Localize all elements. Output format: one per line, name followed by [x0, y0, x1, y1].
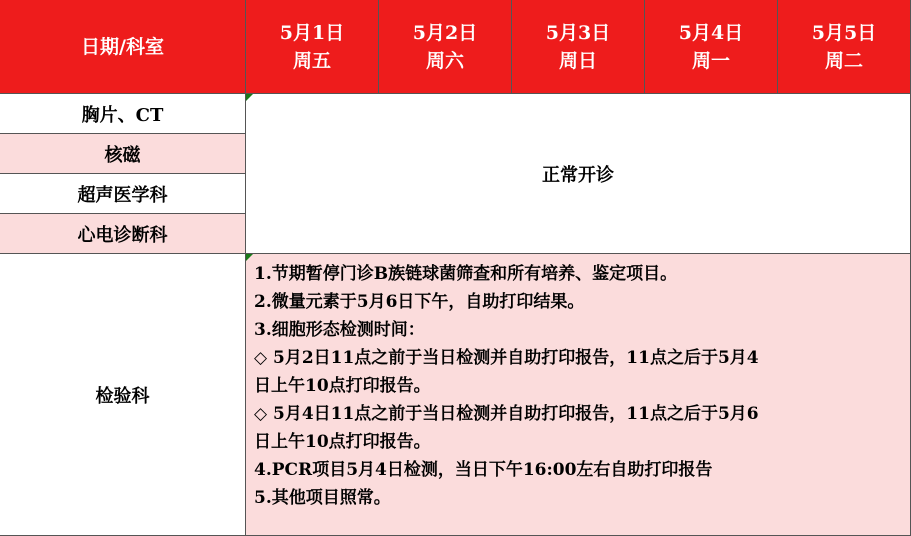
merged-status-cell [246, 94, 911, 254]
day-date: 5月4日 [678, 21, 744, 44]
dept-label: 核磁 [104, 144, 141, 166]
lab-note-line: ◇ 5月4日11点之前于当日检测并自助打印报告，11点之后于5月6 [254, 404, 759, 424]
day-weekday: 周六 [425, 49, 464, 72]
day-date: 5月2日 [412, 21, 478, 44]
dept-chest-ct [0, 94, 246, 134]
comment-marker-icon [246, 254, 253, 261]
dept-label: 检验科 [95, 385, 150, 407]
lab-note-line: 日上午10点打印报告。 [254, 432, 431, 452]
day-weekday: 周二 [824, 49, 863, 72]
lab-note-line: 2.微量元素于5月6日下午，自助打印结果。 [254, 292, 585, 312]
header-day-4 [645, 0, 778, 94]
day-weekday: 周五 [292, 49, 331, 72]
lab-notes-cell [246, 254, 911, 536]
header-day-1 [246, 0, 379, 94]
dept-label: 心电诊断科 [77, 224, 168, 246]
lab-note-line: 5.其他项目照常。 [254, 488, 391, 508]
status-text: 正常开诊 [542, 164, 614, 186]
header-corner [0, 0, 246, 94]
lab-note-line: 1.节期暂停门诊B族链球菌筛查和所有培养、鉴定项目。 [254, 264, 678, 284]
lab-note-line: 日上午10点打印报告。 [254, 376, 431, 396]
dept-ultrasound [0, 174, 246, 214]
header-day-2 [379, 0, 512, 94]
day-weekday: 周日 [558, 49, 597, 72]
dept-label: 胸片、CT [81, 104, 164, 126]
dept-lab [0, 254, 246, 536]
comment-marker-icon [246, 94, 253, 101]
lab-note-line: 4.PCR项目5月4日检测，当日下午16:00左右自助打印报告 [254, 460, 713, 480]
day-weekday: 周一 [691, 49, 730, 72]
header-day-3 [512, 0, 645, 94]
header-day-5 [778, 0, 911, 94]
day-date: 5月3日 [545, 21, 611, 44]
dept-ecg [0, 214, 246, 254]
day-date: 5月5日 [811, 21, 877, 44]
dept-label: 超声医学科 [77, 184, 168, 206]
lab-note-line: 3.细胞形态检测时间： [254, 320, 425, 340]
corner-label: 日期/科室 [81, 35, 164, 58]
lab-note-line: ◇ 5月2日11点之前于当日检测并自助打印报告，11点之后于5月4 [254, 348, 759, 368]
dept-mri [0, 134, 246, 174]
day-date: 5月1日 [279, 21, 345, 44]
